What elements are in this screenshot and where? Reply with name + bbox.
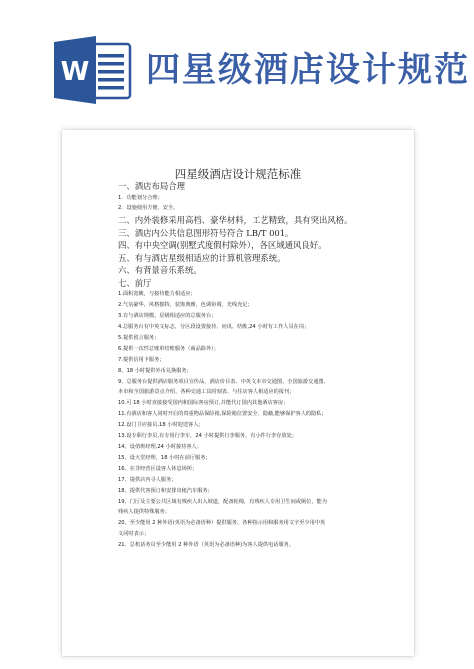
section-heading: 五、有与酒店星级相适应的计算机管理系统。 <box>118 252 286 263</box>
section-heading: 四、有中央空调(别墅式度假村除外），各区域通风良好。 <box>118 240 327 251</box>
list-item: 3.有与酒店规模、星级相适应的总服务台； <box>118 313 217 320</box>
list-item: 18、提供代客预订和安排出租汽车服务； <box>118 487 213 494</box>
list-item: 13.设专职行李员,有专用行李车，24 小时提供行李服务，有小件行李存放处； <box>118 433 297 440</box>
list-item: 12.设门卫应接员,18 小时迎送客人； <box>118 422 204 429</box>
section-heading: 二、内外装修采用高档、豪华材料，工艺精致，具有突出风格。 <box>118 215 353 226</box>
list-item: 7.提供信用卡服务； <box>118 356 165 363</box>
list-item: 11.有酒店和客人同时开启的贵重物品保险箱,保险箱位置安全、隐蔽,能够保护客人的隐私； <box>118 411 327 418</box>
list-item: 文同时表示； <box>118 531 150 538</box>
list-item: 17、提供店内寻人服务； <box>118 476 177 483</box>
list-item: 2.气氛豪华，风格独特，装饰典雅，色调协调，光线充足； <box>118 302 253 309</box>
section-heading: 一、酒店布局合理 <box>118 181 185 191</box>
list-item: 10.可 18 小时直接接受国内和国际客房预订,并能代订国内其他酒店客房； <box>118 400 289 407</box>
list-item: 19、门厅及主要公共区域有残疾人出入坡道，配备轮椅，有残疾人专用卫生间或厕位，能为 <box>118 498 327 505</box>
section-heading: 三、酒店内公共信息图形符号符合 LB/T 001。 <box>118 227 294 238</box>
logo-letter: W <box>60 57 90 87</box>
section-heading: 六、有背景音乐系统。 <box>118 265 202 276</box>
list-item: 1.面积宽敞，与接待能力相适应； <box>118 291 196 298</box>
list-item: 残疾人提供特殊服务； <box>118 509 170 516</box>
list-item: 4.总服务台有中英文标志，分区段设置接待、问讯、结帐,24 小时有工作人员在岗； <box>118 324 310 331</box>
list-item: 21、总机话务员至少能用 2 种外语（英语为必备语种)为客人提供电话服务。 <box>118 542 295 549</box>
document-page <box>62 130 414 656</box>
list-item: 5.提供留言服务； <box>118 334 160 341</box>
document-title: 四星级酒店设计规范标准 <box>174 167 302 181</box>
section-heading: 七、前厅 <box>118 277 152 288</box>
list-item: 2．设施使用方便、安全。 <box>118 205 179 212</box>
document-body <box>118 180 408 551</box>
list-item: 16、在非经营区设客人休息场所； <box>118 465 198 472</box>
list-item: 15、设大堂经理，18 小时在前厅服务； <box>118 454 211 461</box>
word-document-icon <box>52 34 136 106</box>
banner <box>0 0 474 120</box>
banner-title: 四星级酒店设计规范 <box>146 50 470 90</box>
list-item: 14、设值班经理,24 小时接待客人； <box>118 444 202 450</box>
list-item: 20、至少能用 2 种外语(英语为必备语种）提供服务。各种指示用和服务用文字至少用中英 <box>118 520 326 527</box>
list-item: 8、18 小时提供外币兑换服务； <box>118 367 192 374</box>
list-item: 本市和全国旅游景点介绍、各种交通工具时刻表、与住店客人相适应的报刊； <box>118 389 295 396</box>
list-item: 1．功能划分合理； <box>118 194 163 201</box>
list-item: 9、总服务台提供酒店服务项目宣传品、酒店价目表、中英文本市交通图、全国旅游交通图、 <box>118 378 329 385</box>
list-item: 6.提供一次性总账单结账服务（商品除外）； <box>118 345 219 352</box>
